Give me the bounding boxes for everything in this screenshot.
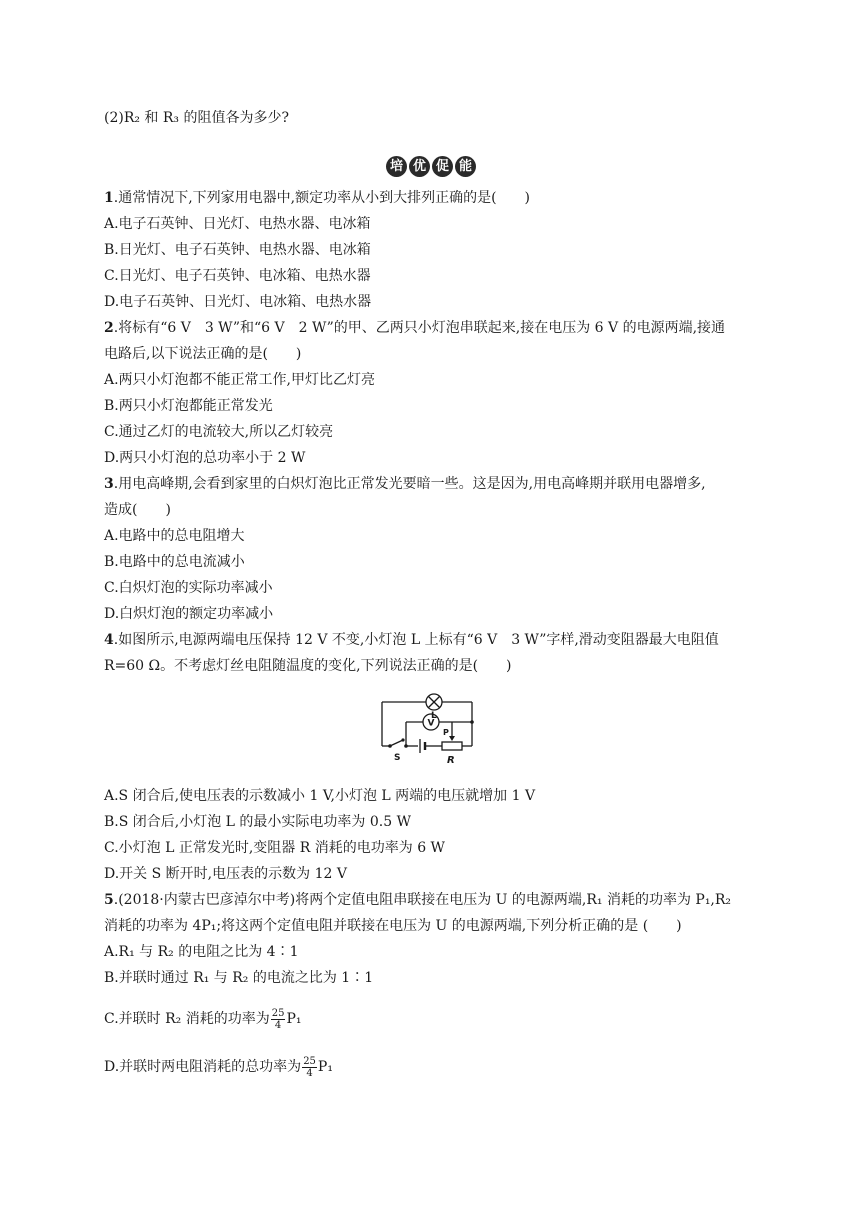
option-d: D.电子石英钟、日光灯、电冰箱、电热水器	[104, 294, 372, 310]
question-1-stem: 1.通常情况下,下列家用电器中,额定功率从小到大排列正确的是( )	[104, 190, 531, 206]
option-a: A.R₁ 与 R₂ 的电阻之比为 4∶1	[104, 944, 299, 960]
section-title-char: 培	[386, 156, 407, 177]
fraction: $\frac{25}{4}$	[271, 1007, 285, 1031]
slider-arrow	[449, 736, 455, 741]
option-d: D.开关 S 断开时,电压表的示数为 12 V	[104, 866, 347, 882]
question-4-stem: 4.如图所示,电源两端电压保持 12 V 不变,小灯泡 L 上标有“6 V 3 W”字样,滑动变阻器最大电阻值	[104, 632, 719, 648]
option-a: A.电子石英钟、日光灯、电热水器、电冰箱	[104, 216, 371, 232]
option-c: C.小灯泡 L 正常发光时,变阻器 R 消耗的电功率为 6 W	[104, 840, 445, 856]
section-title-badge	[380, 155, 480, 179]
option-b: B.电路中的总电流减小	[104, 554, 245, 570]
question-5-stem-cont: 消耗的功率为 4P₁;将这两个定值电阻并联接在电压为 U 的电源两端,下列分析正确的是 ( )	[104, 918, 682, 934]
question-number: 3	[104, 476, 114, 492]
slider-label: P	[443, 728, 449, 737]
fraction: $\frac{25}{4}$	[303, 1055, 316, 1079]
option-d: D.两只小灯泡的总功率小于 2 W	[104, 450, 306, 466]
option-b: B.两只小灯泡都能正常发光	[104, 398, 273, 414]
question-2-stem-cont: 电路后,以下说法正确的是( )	[104, 346, 302, 362]
question-2-stem: 2.将标有“6 V 3 W”和“6 V 2 W”的甲、乙两只小灯泡串联起来,接在电压为 6 V 的电源两端,接通	[104, 320, 726, 336]
circuit-diagram	[376, 684, 480, 770]
option-c: C.通过乙灯的电流较大,所以乙灯较亮	[104, 424, 334, 440]
voltmeter-label: V	[427, 718, 435, 729]
section-title-char: 优	[409, 156, 430, 177]
option-c: C.并联时 R₂ 消耗的功率为 $\frac{25}{4}$ P₁	[104, 1007, 302, 1031]
option-c: C.白炽灯泡的实际功率减小	[104, 580, 273, 596]
lamp-label: L	[431, 711, 437, 721]
question-number: 2	[104, 320, 114, 336]
option-b: B.日光灯、电子石英钟、电热水器、电冰箱	[104, 242, 371, 258]
previous-question-part: (2)R₂ 和 R₃ 的阻值各为多少?	[104, 110, 289, 126]
question-number: 1	[104, 190, 114, 206]
question-3-stem-cont: 造成( )	[104, 502, 171, 518]
option-a: A.S 闭合后,使电压表的示数减小 1 V,小灯泡 L 两端的电压就增加 1 V	[104, 788, 536, 804]
question-number: 5	[104, 892, 114, 908]
option-c: C.日光灯、电子石英钟、电冰箱、电热水器	[104, 268, 371, 284]
option-d: D.白炽灯泡的额定功率减小	[104, 606, 274, 622]
resistor-label: R	[447, 755, 455, 766]
option-d: D.并联时两电阻消耗的总功率为 $\frac{25}{4}$ P₁	[104, 1055, 333, 1079]
question-5-stem: 5.(2018·内蒙古巴彦淖尔中考)将两个定值电阻串联接在电压为 U 的电源两端,R₁ 消耗的功率为 P₁,R₂	[104, 892, 732, 908]
section-title-char: 能	[455, 156, 476, 177]
question-3-stem: 3.用电高峰期,会看到家里的白炽灯泡比正常发光要暗一些。这是因为,用电高峰期并联用电器增多,	[104, 476, 706, 492]
option-a: A.电路中的总电阻增大	[104, 528, 245, 544]
resistor-symbol	[442, 742, 462, 750]
section-title-char: 促	[432, 156, 453, 177]
option-b: B.S 闭合后,小灯泡 L 的最小实际电功率为 0.5 W	[104, 814, 411, 830]
option-b: B.并联时通过 R₁ 与 R₂ 的电流之比为 1∶1	[104, 970, 374, 986]
question-4-stem-cont: R=60 Ω。不考虑灯丝电阻随温度的变化,下列说法正确的是( )	[104, 658, 512, 674]
question-number: 4	[104, 632, 114, 648]
option-a: A.两只小灯泡都不能正常工作,甲灯比乙灯亮	[104, 372, 376, 388]
switch-label: S	[394, 753, 401, 763]
